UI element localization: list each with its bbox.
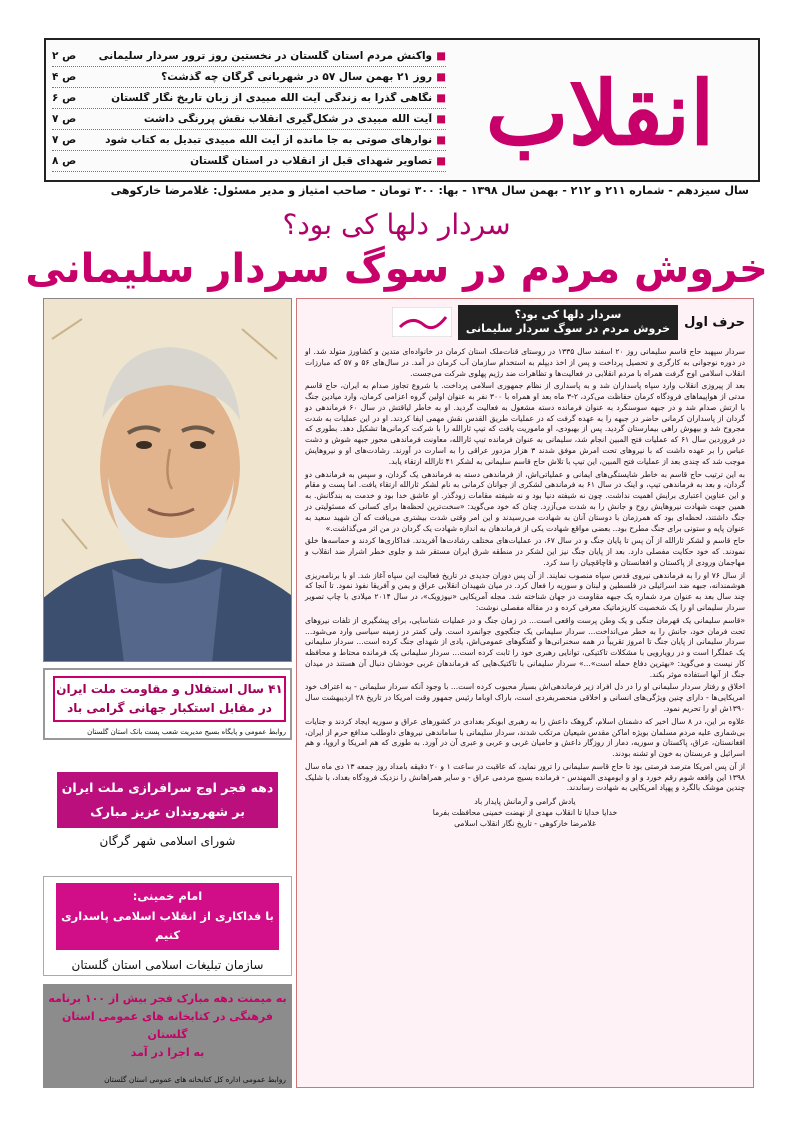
kicker-headline: سردار دلها کی بود؟	[282, 208, 511, 241]
toc-page: ص ۲	[52, 50, 77, 62]
toc-page: ص ۸	[52, 155, 77, 167]
advert-sponsor: شورای اسلامی شهر گرگان	[99, 833, 236, 848]
article-paragraph: از سال ۷۶ او را به فرماندهی نیروی قدس سپاه منصوب نمایند. از آن پس دوران جدیدی در تاریخ فعالیت این سپاه آغاز شد. او با برنامه‌ریزی هوشمندانه، جبهه ضد اسرائیلی در فلسطین و لبنان و سوریه را فعال کرد. در میان شهیدان انقلابی عراق و یمن و آفریقا نفوذ نمود. تا آنجا که چند سال بعد به عنوان مرد شماره یک جبهه مقاومت در جهان شناخته شد. مجله آمریکایی «نیوزویک»، در سال ۲۰۱۴ میلادی با چاپ تصویر سردار سلیمانی او را یک شخصیت کاریزماتیک معرفی کرده و در مقاله مفصلی نوشت:	[305, 570, 745, 612]
soleimani-portrait-image	[43, 298, 292, 662]
toc-page: ص ۶	[52, 92, 77, 104]
toc-item[interactable]: ■آیت الله مبیدی در شکل‌گیری انقلاب نقش پررنگی داشت ص ۷	[52, 109, 446, 130]
advert-public-libraries	[43, 984, 292, 1088]
article-body	[305, 347, 745, 830]
toc-item[interactable]: ■تصاویر شهدای قبل از انقلاب در استان گلستان ص ۸	[52, 151, 446, 172]
section-label: حرف اول	[684, 314, 745, 330]
advert-sponsor: سازمان تبلیغات اسلامی استان گلستان	[71, 957, 264, 972]
advert-frame	[53, 676, 286, 722]
advert-line: در مقابل استکبار جهانی گرامی باد	[67, 701, 272, 716]
toc-title: تصاویر شهدای قبل از انقلاب در استان گلستان	[190, 155, 433, 167]
article-title-line-2: خروش مردم در سوگ سردار سلیمانی	[465, 322, 671, 336]
portrait-illustration	[43, 299, 291, 662]
advert-city-council	[43, 772, 292, 862]
article-paragraph: اخلاق و رفتار سردار سلیمانی او را در دل افراد زیر فرماندهی‌اش بسیار محبوب کرده است... با وجود آنکه سردار سلیمانی - به اعتراف خود امریکایی‌ها - دارای چنین ویژگی‌های انسانی و اخلاقی منحصربفردی است، باراک اوباما رئیس جمهور وقت امریکا در تاریخ ۲۸ اردیبهشت سال ۱۳۹۰ش او را تحریم نمود.	[305, 682, 745, 713]
issue-info-line: سال سیزدهم - شماره ۲۱۱ و ۲۱۲ - بهمن سال ۱۳۹۸ - بها: ۳۰۰ تومان - صاحب امتیاز و مدیر مسئول: غلامرضا خارکوهی	[110, 184, 749, 197]
advert-line: با فداکاری از انقلاب اسلامی پاسداری کنیم	[61, 908, 274, 943]
article-footer-line: یادش گرامی و آرمانش پایدار باد	[474, 797, 576, 807]
lead-article	[296, 298, 754, 1088]
logo-text: انقلاب	[485, 61, 715, 165]
advert-banner	[43, 984, 292, 1063]
advert-line: به میمنت دهه مبارک فجر بیش از ۱۰۰ برنامه	[48, 992, 287, 1005]
toc-title: واکنش مردم استان گلستان در نخستین روز ترور سردار سلیمانی	[98, 50, 433, 62]
table-of-contents	[52, 46, 446, 172]
advert-line: دهه فجر اوج سرافرازی ملت ایران	[61, 780, 274, 795]
article-paragraph: از آن پس امریکا مترصد فرصتی بود تا حاج قاسم سلیمانی را ترور نماید، که عاقبت در ساعت ۱ و ۲۰ دقیقه بامداد روز جمعه ۱۳ دی ماه سال ۱۳۹۸ این واقعه شوم رقم خورد و او و ابومهدی المهندس - فرمانده بسیج مردمی عراق - و سایر همراهانش را نزدیک فرودگاه بغداد، با شلیک چندین موشک بالگرد و پهپاد امریکایی به شهادت رساندند.	[305, 761, 746, 793]
article-paragraph: حاج قاسم و لشکر ثارالله از آن پس تا پایان جنگ و در سال ۶۷، در عملیات‌های مختلف رشادت‌ها آفریدند. فداکاری‌ها کردند و حماسه‌ها خلق نمودند. که خود حکایت مفصلی دارد. بعد از پایان جنگ نیز این لشکر در منطقه شرق ایران مستقر شد و جلوی خطر اشرار ضد انقلاب و مهاجمان ورودی از پاکستان و افغانستان و قاچاقچیان را سد کرد.	[305, 536, 745, 567]
article-footer	[305, 797, 745, 829]
advert-line: بر شهروندان عزیز مبارک	[90, 803, 245, 819]
advert-line: به اجرا در آمد	[130, 1046, 205, 1060]
advert-post-bank	[43, 668, 292, 740]
toc-item[interactable]: ■واکنش مردم استان گلستان در نخستین روز ترور سردار سلیمانی ص ۲	[52, 46, 446, 67]
toc-title: آیت الله مبیدی در شکل‌گیری انقلاب نقش پررنگی داشت	[143, 113, 433, 125]
toc-title: نوارهای صوتی به جا مانده از آیت الله مبیدی تبدیل به کتاب شود	[105, 134, 433, 146]
advert-islamic-propagation	[43, 876, 292, 976]
mini-logo-icon	[392, 307, 452, 337]
toc-title: نگاهی گذرا به زندگی آیت الله مبیدی از زبان تاریخ نگار گلستان	[111, 92, 433, 104]
article-paragraph: بعد از پیروزی انقلاب وارد سپاه پاسداران شد و به پاسداری از نظام جمهوری اسلامی پرداخت. با شروع تجاوز صدام به ایران، حاج قاسم مدتی از هواپیماهای فرودگاه کرمان حفاظت می‌کرد، ۲-۳ ماه بعد او همراه با ۳۰۰ نفر به عنوان اولین گروه اعزامی کرمان، وارد میادین جنگ با ارتش صدام شد و در جبهه سوسنگرد به عنوان فرمانده دسته مشغول به فعالیت گردید. او به خاطر لیاقتش در سال ۶۰ فرماندهی دو گردان از پاسداران کرمانی حاضر در جبهه را به عهده گرفت که در عملیات طریق القدس نقش مهمی ایفا کردند. او در این عملیات به شدت مجروح شد و بیهوش راهی بیمارستان گردید. پس از بهبودی، او ماموریت یافت که تیپ ثارالله را با شرکت کرمانی‌ها تشکیل دهد. بطوری که در فروردین سال ۶۱ که عملیات فتح المبین انجام شد، سلیمانی به عنوان فرمانده تیپ ثارالله، معاونت فرماندهی محور جبهه شوش و دشت عباس را بر عهده داشت که با نیروهای تحت امرش موفق شدند ۳ هزار مزدور عراقی را به اسارت در آورند. رشادت‌های او و نیروهایش موجب شد که چندی بعد از عملیات فتح المبین، این تیپ با تلاش حاج قاسم سلیمانی به لشکر ۴۱ ثارالله ارتقاء یابد.	[305, 381, 746, 466]
toc-item[interactable]: ■روز ۲۱ بهمن سال ۵۷ در شهربانی گرگان چه گذشت؟ ص ۴	[52, 67, 446, 88]
advert-banner	[57, 772, 278, 828]
advert-line: امام خمینی:	[132, 889, 203, 903]
article-paragraph: به این ترتیب حاج قاسم به خاطر شایستگی‌های ایمانی و عملیاتی‌اش، از فرماندهی دسته به فرماندهی یک گردان، و سپس به فرماندهی دو گردان، و بعد به فرماندهی تیپ، و اینک در سال ۶۱ به فرماندهی لشکری از جوانان کرمانی به نام لشکر ثارالله ارتقاء یافت. اما پست و مقام و این عناوین اعتباری برایش اهمیت نداشت. چون نه شیفته دنیا بود و نه شیفته مقامات زودگذر. او عاشق خدا بود و خدمت به بندگانش. به همین جهت شهادت نیروهایش روح و جانش را به شدت می‌آزرد. چنان که خود می‌گوید: «سخت‌ترین لحظه‌ها برای کسانی که مسئولیتی در جنگ داشتند، لحظه‌ای بود که همرزمان با دوستان آنان به شهادت می‌رسیدند و این امر وقتی شدت بیشتری می‌یافت که آن شهید سعید به عنوان پایه و ستونی برای جنگ مطرح بود.. بعضی مواقع شهادت یکی از فرماندهان به اندازه شهادت یک گردان در من اثر می‌گذاشت.»	[305, 469, 745, 533]
article-title-box	[458, 305, 678, 340]
advert-sponsor: روابط عمومی اداره کل کتابخانه های عمومی استان گلستان	[104, 1075, 286, 1084]
toc-page: ص ۷	[52, 134, 77, 146]
article-title-line-1: سردار دلها کی بود؟	[514, 308, 622, 321]
toc-page: ص ۴	[52, 71, 77, 83]
article-paragraph: «قاسم سلیمانی یک قهرمان جنگی و یک وطن پرست واقعی است... در زمان جنگ و در عملیات شناسایی، برای پیشگیری از تلفات نیروهای تحت فرمان خود، جانش را به خطر می‌انداخت... سردار سلیمانی یک جنگجوی جوانمرد است. ولی کمتر در زمینه سیاسی وارد می‌شود... سردار سلیمانی از پایان جنگ تا امروز تقریباً در همه سخنرانی‌ها و گفتگوهای عمومی‌اش، یادی از شهدای جنگ کرده است... سردار سلیمانی یک عملگرا است و در رویارویی با مشکلات تاکتیکی، توانایی رهبری خود را ثابت کرده است... سردار سلیمانی یک فرمانده محتاط و محافظه کار نیست و می‌گوید: «بهترین دفاع حمله است»...» سردار سلیمانی با تاکتیک‌هایی که فرماندهان غربی خودشان دنبال آن هستند در میدان جنگ از آنها استفاده موثر بکند.	[305, 615, 745, 679]
newspaper-logo	[450, 44, 750, 176]
article-paragraph: سردار سپهبد حاج قاسم سلیمانی روز ۲۰ اسفند سال ۱۳۳۵ در روستای قنات‌ملک استان کرمان در خانواده‌ای متدین و کشاورز متولد شد. او در دوره نوجوانی به کارگری و تحصیل پرداخت و پس از اخذ دیپلم به استخدام سازمان آب کرمان در آمد. در سال‌های ۵۶ و ۵۷ که مبارزات انقلاب اسلامی اوج گرفت همراه با مردم انقلابی در فعالیت‌ها و تظاهرات ضد رژیم پهلوی شرکت می‌جست.	[305, 347, 746, 378]
article-paragraph: علاوه بر این، در ۸ سال اخیر که دشمنان اسلام، گروهک داعش را به رهبری ابوبکر بغدادی در کشورهای عراق و سوریه ایجاد کردند و جنایات بی‌شماری علیه مردم مسلمان بویژه اماکن مقدس شیعیان مرتکب شدند، سردار سلیمانی با ساماندهی نیروهای داوطلب مدافع حرم از ایران، افغانستان، عراق، پاکستان و سوریه، دمار از روزگار داعش و حامیان غربی و عربی و عبری آن در آورد. به طوری که هم امریکا و اروپا، و هم اسرائیل و عربستان به خون او تشنه بودند.	[305, 716, 746, 759]
advert-banner	[56, 883, 279, 950]
advert-line: فرهنگی در کتابخانه های عمومی استان گلستان	[62, 1010, 273, 1042]
toc-page: ص ۷	[52, 113, 77, 125]
toc-item[interactable]: ■نوارهای صوتی به جا مانده از آیت الله مبیدی تبدیل به کتاب شود ص ۷	[52, 130, 446, 151]
article-header	[392, 305, 745, 340]
advert-sponsor: روابط عمومی و پایگاه بسیج مدیریت شعب پست بانک استان گلستان	[87, 728, 286, 736]
toc-item[interactable]: ■نگاهی گذرا به زندگی آیت الله مبیدی از زبان تاریخ نگار گلستان ص ۶	[52, 88, 446, 109]
article-footer-line: خدایا خدایا تا انقلاب مهدی از نهضت خمینی محافظت بفرما	[432, 808, 618, 818]
toc-title: روز ۲۱ بهمن سال ۵۷ در شهربانی گرگان چه گذشت؟	[161, 71, 433, 83]
main-headline: خروش مردم در سوگ سردار سلیمانی	[25, 246, 768, 292]
masthead	[44, 38, 760, 182]
article-footer-line: غلامرضا خارکوهی - تاریخ نگار انقلاب اسلامی	[454, 818, 596, 828]
advert-line: ۴۱ سال استقلال و مقاومت ملت ایران	[56, 682, 283, 696]
